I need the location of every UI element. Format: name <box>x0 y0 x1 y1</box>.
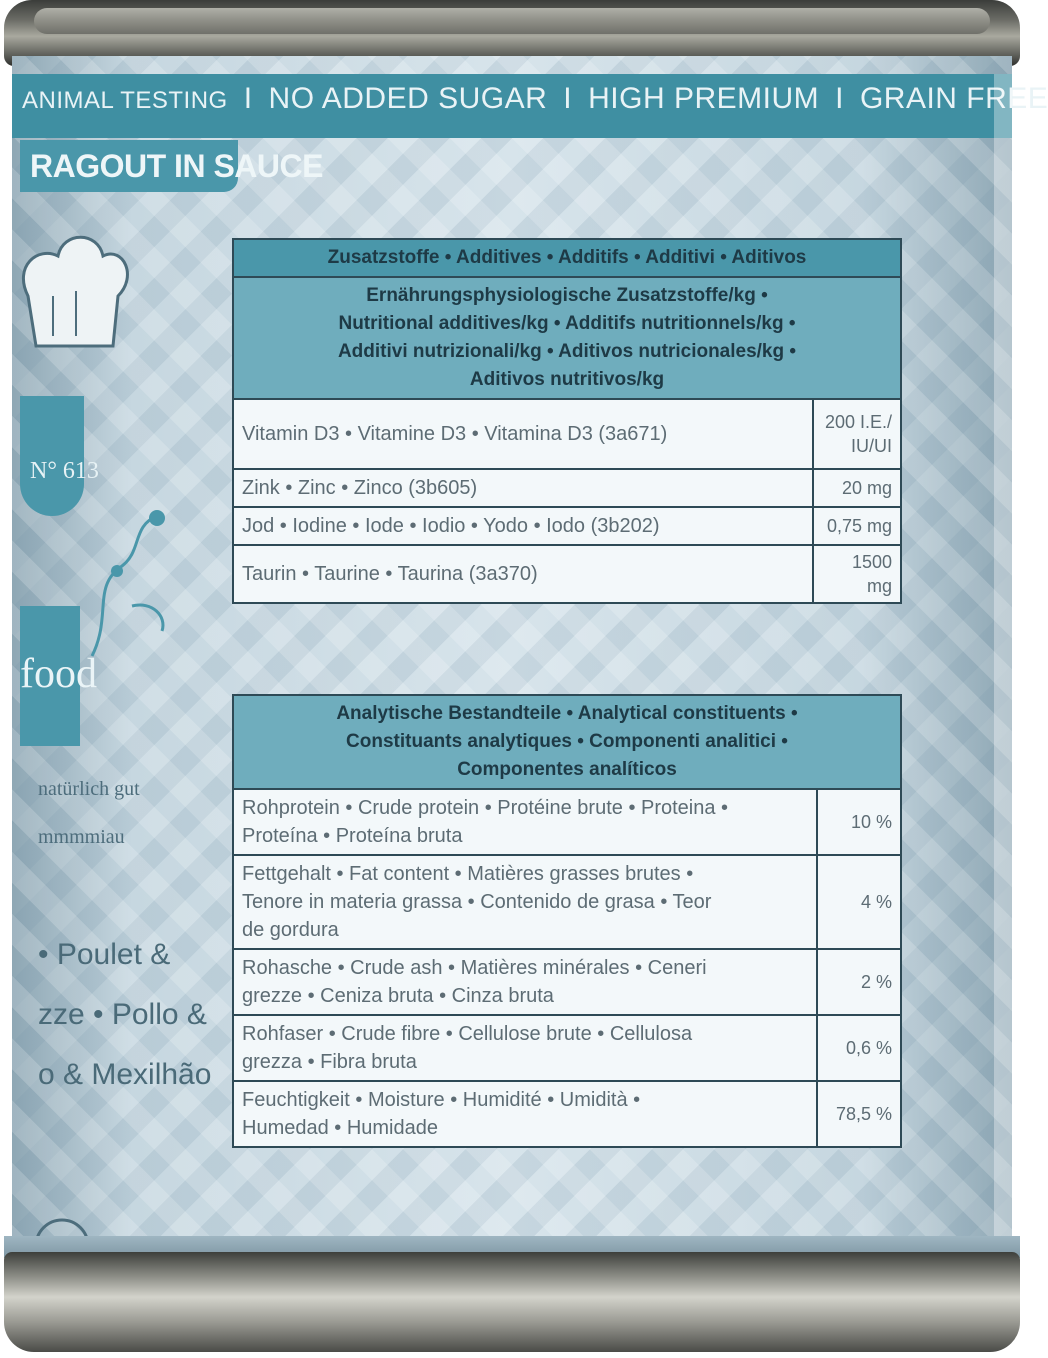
constituent-name-line-1: Feuchtigkeit • Moisture • Humidité • Umidità • <box>242 1089 641 1111</box>
claim-high-premium: HIGH PREMIUM <box>588 82 820 115</box>
analytical-title-line-1: Analytische Bestandteile • Analytical constituents • <box>336 703 798 724</box>
analytical-title-line-2: Constituants analytiques • Componenti analitici • <box>346 731 788 752</box>
additive-name: Vitamin D3 • Vitamine D3 • Vitamina D3 (3a671) <box>233 399 813 469</box>
constituent-value: 10 % <box>817 789 901 855</box>
additives-header-row <box>233 239 901 277</box>
additive-amount: 1500 mg <box>813 545 901 603</box>
recipe-number-badge <box>20 396 99 516</box>
analytical-header-row <box>233 695 901 789</box>
additive-name: Zink • Zinc • Zinco (3b605) <box>233 469 813 507</box>
additives-table <box>232 238 902 604</box>
additives-title: Zusatzstoffe • Additives • Additifs • Additivi • Aditivos <box>233 239 901 277</box>
additive-amount: 20 mg <box>813 469 901 507</box>
additives-subtitle-line-4: Aditivos nutritivos/kg <box>469 369 665 390</box>
constituent-name-line-2: Humedad • Humidade <box>242 1117 438 1139</box>
analytical-title-line-3: Componentes analíticos <box>457 759 677 780</box>
ragout-label: RAGOUT IN SAUCE <box>30 148 323 184</box>
constituent-name-line-1: Rohfaser • Crude fibre • Cellulose brute • Cellulosa <box>242 1023 693 1045</box>
claims-banner <box>12 74 1048 138</box>
constituent-name <box>233 949 817 1015</box>
lid-rim <box>34 8 990 34</box>
side-flavor-3: o & Mexilhão <box>38 1058 212 1091</box>
floral-ornament-icon <box>72 506 182 666</box>
chef-hat-icon <box>18 226 128 366</box>
label-edge-highlight <box>994 74 1012 1274</box>
constituent-name-line-2: Tenore in materia grassa • Contenido de grasa • Teor <box>242 891 712 913</box>
analytical-title <box>233 695 901 789</box>
constituent-value: 0,6 % <box>817 1015 901 1081</box>
claim-animal-testing: ANIMAL TESTING <box>22 87 228 114</box>
table-row <box>233 1081 901 1147</box>
additives-subtitle <box>233 277 901 399</box>
additive-name: Jod • Iodine • Iode • Iodio • Yodo • Iodo (3b202) <box>233 507 813 545</box>
side-flavor-1: • Poulet & <box>38 938 171 971</box>
constituent-name <box>233 1081 817 1147</box>
brand-text: food <box>20 651 97 697</box>
brand-box <box>20 606 97 746</box>
constituent-name-line-3: de gordura <box>242 919 339 941</box>
constituent-name-line-1: Rohprotein • Crude protein • Protéine brute • Proteina • <box>242 797 729 819</box>
can-bottom-rim <box>4 1252 1020 1352</box>
table-row <box>233 399 901 469</box>
table-row <box>233 545 901 603</box>
claim-grain-free: GRAIN FREE <box>859 82 1048 115</box>
constituent-value: 2 % <box>817 949 901 1015</box>
constituent-name <box>233 855 817 949</box>
claim-separator: I <box>243 82 253 115</box>
constituent-name <box>233 1015 817 1081</box>
table-row <box>233 507 901 545</box>
side-flavor-2: zze • Pollo & <box>38 998 207 1031</box>
additives-subtitle-line-2: Nutritional additives/kg • Additifs nutritionnels/kg • <box>338 313 796 334</box>
claim-separator: I <box>835 82 844 115</box>
additive-amount: 0,75 mg <box>813 507 901 545</box>
recipe-number: N° 613 <box>30 458 99 484</box>
constituent-name-line-1: Fettgehalt • Fat content • Matières grasses brutes • <box>242 863 694 885</box>
additive-amount-line-2: IU/UI <box>850 436 892 456</box>
table-row <box>233 949 901 1015</box>
claim-separator: I <box>563 82 573 115</box>
table-row <box>233 789 901 855</box>
additive-amount-line-1: 200 I.E./ <box>824 412 892 432</box>
table-row <box>233 469 901 507</box>
claims-text <box>22 82 1048 116</box>
constituent-value: 4 % <box>817 855 901 949</box>
table-row <box>233 1015 901 1081</box>
additives-subtitle-line-1: Ernährungsphysiologische Zusatzstoffe/kg • <box>366 285 768 306</box>
cat-food-can <box>4 0 1048 1352</box>
side-slogan-1: natürlich gut <box>38 778 140 800</box>
constituent-name-line-2: grezze • Ceniza bruta • Cinza bruta <box>242 985 554 1007</box>
table-row <box>233 855 901 949</box>
additive-name: Taurin • Taurine • Taurina (3a370) <box>233 545 813 603</box>
additives-subheader-row <box>233 277 901 399</box>
additives-subtitle-line-3: Additivi nutrizionali/kg • Aditivos nutricionales/kg • <box>337 341 797 362</box>
constituent-name-line-2: grezza • Fibra bruta <box>242 1051 417 1073</box>
constituent-name-line-2: Proteína • Proteína bruta <box>242 825 463 847</box>
side-slogan-2: mmmmiau <box>38 826 125 848</box>
constituent-name-line-1: Rohasche • Crude ash • Matières minérales • Ceneri <box>242 957 707 979</box>
constituent-value: 78,5 % <box>817 1081 901 1147</box>
constituent-name <box>233 789 817 855</box>
additive-amount <box>813 399 901 469</box>
analytical-constituents-table <box>232 694 902 1148</box>
ragout-tag <box>20 140 323 192</box>
claim-no-added-sugar: NO ADDED SUGAR <box>268 82 548 115</box>
